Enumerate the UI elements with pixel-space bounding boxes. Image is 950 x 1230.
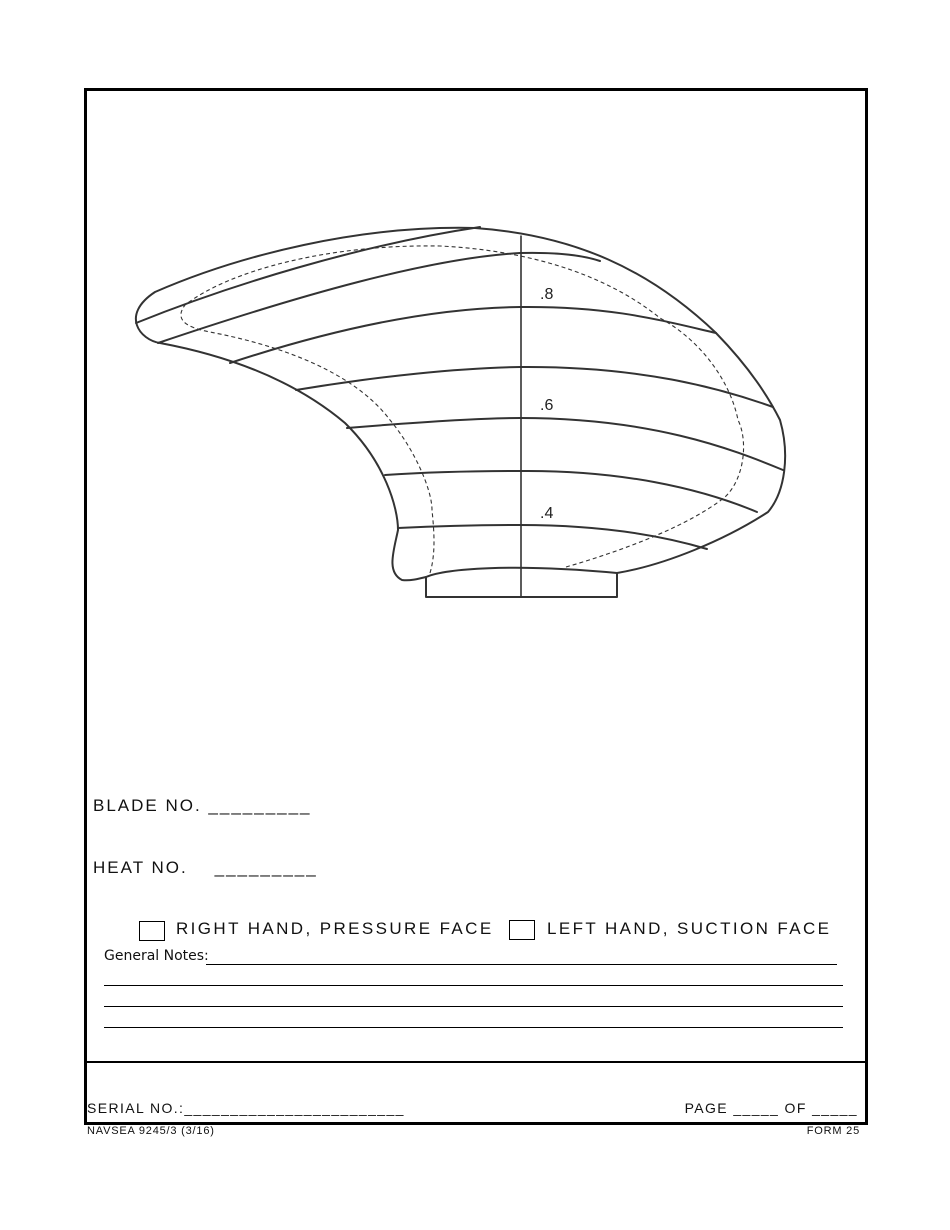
blade-number-field[interactable]: BLADE NO. _________: [93, 796, 312, 815]
blade-outline: [136, 228, 785, 580]
radius-label-08: .8: [540, 286, 554, 303]
notes-line[interactable]: [104, 1027, 843, 1028]
heat-number-field[interactable]: HEAT NO. _________: [93, 858, 318, 877]
radius-label-04: .4: [540, 505, 554, 522]
section-line: [136, 227, 480, 323]
notes-line[interactable]: [104, 985, 843, 986]
notes-line[interactable]: [206, 964, 837, 965]
form-number: FORM 25: [806, 1125, 860, 1137]
section-line: [347, 418, 783, 470]
section-line: [385, 471, 757, 512]
form-code: NAVSEA 9245/3 (3/16): [87, 1125, 215, 1137]
right-hand-pressure-face-checkbox[interactable]: [139, 921, 165, 941]
section-line: [230, 307, 716, 363]
radius-label-06: .6: [540, 397, 554, 414]
section-line: [296, 367, 773, 407]
left-hand-suction-face-label: LEFT HAND, SUCTION FACE: [547, 919, 832, 938]
section-line: [398, 525, 707, 549]
serial-number-field[interactable]: SERIAL NO.:________________________: [87, 1100, 405, 1116]
skew-outline: [181, 246, 744, 573]
notes-line[interactable]: [104, 1006, 843, 1007]
left-hand-suction-face-checkbox[interactable]: [509, 920, 535, 940]
footer-divider: [84, 1061, 865, 1063]
general-notes-label: General Notes:: [104, 948, 209, 964]
page-of-field[interactable]: PAGE _____ OF _____: [684, 1100, 858, 1116]
right-hand-pressure-face-label: RIGHT HAND, PRESSURE FACE: [176, 919, 494, 938]
